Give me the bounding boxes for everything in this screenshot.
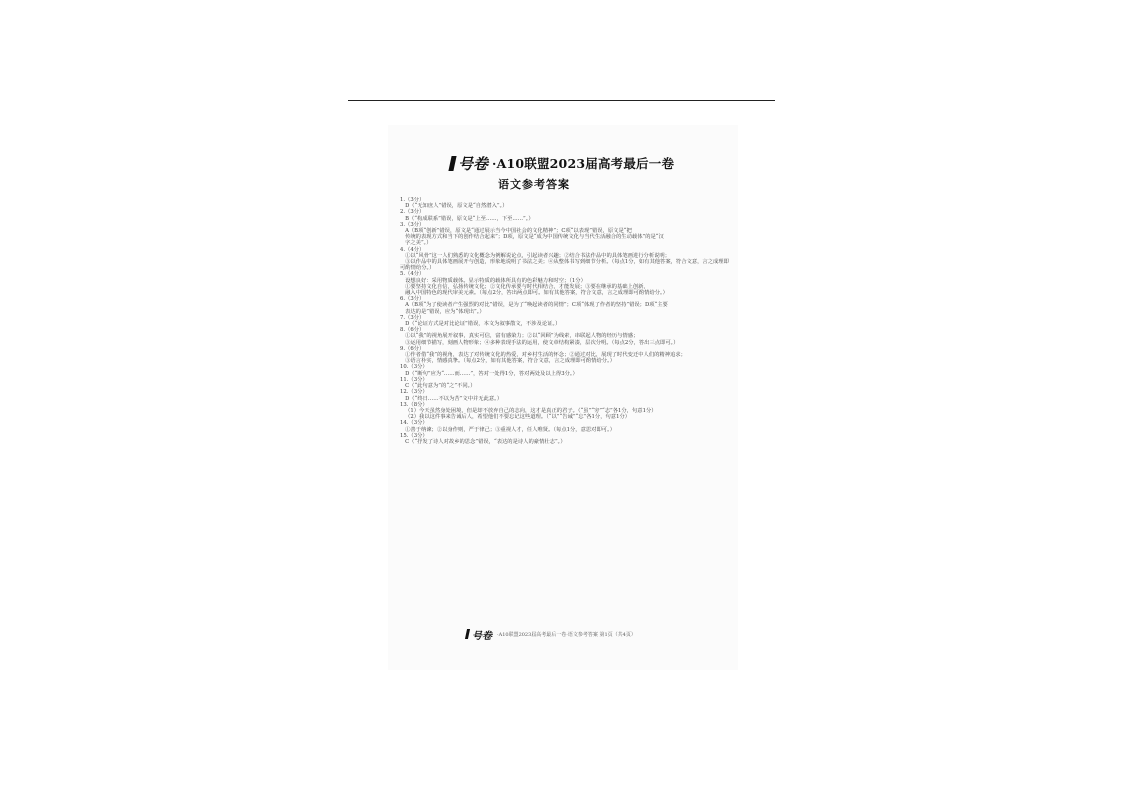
document-header xyxy=(450,153,730,173)
answer-line: D（“无知庶人”错误，原文是“自然潜入”。） xyxy=(400,203,508,210)
top-rule xyxy=(348,100,775,101)
page-footer xyxy=(466,628,726,640)
footer-logo xyxy=(466,627,492,642)
answer-line: A（B项“创新”错误，原文是“通过展示当今中国社会的文化精神”；C项“以表现”错误，原文是“把 xyxy=(400,228,632,235)
answer-line: C（“此句意为”的“之”不同。） xyxy=(400,383,476,390)
answer-line: 15.（3分） xyxy=(400,432,428,439)
answer-line: 14.（3分） xyxy=(400,420,428,427)
answer-line: 1.（3分） xyxy=(400,197,425,203)
answer-line: （1）今天虽然身处困境，但是却不放弃自己的志向，这才是真正的君子。（“虽”“穷”“志”各1分，句意1分） xyxy=(400,407,657,414)
logo-text: 号卷 xyxy=(458,154,489,173)
answer-line: ①以“我”的视角展开叙事，真实可信，富有感染力；②以“回顾”为线索，串联起人物的经历与情感； xyxy=(400,333,639,340)
answer-line: ③以作品中的具体笔画展开与创造，形象地说明了书法之美；④从整体书写到细节分析。（每点1分，如有其他答案，符合文意，言之成理即可酌情给分。） xyxy=(400,259,729,272)
answer-line: ③运用细节描写，刻画人物形象；④多种表现手法的运用，使文章结构紧凑，层次分明。（每点2分，答出三点即可。） xyxy=(400,339,679,346)
answer-line: 表达的是”错误，应为“体现出”。） xyxy=(400,308,485,315)
answer-line: 5.（4分） xyxy=(400,271,425,278)
answer-body xyxy=(400,197,730,622)
logo-slash-icon xyxy=(448,156,456,171)
answer-line: D（“断句”应为“……而……”，答对一处得1分，答对两处及以上得3分。） xyxy=(400,370,578,377)
footer-logo-text: 号卷 xyxy=(472,630,492,642)
answer-line: ①作者借“我”的视角，表达了对传统文化的热爱，对乡村生活的怀念；②通过对比，展现了时代变迁中人们的精神追求； xyxy=(400,352,686,359)
footer-text: ·A10联盟2023届高考最后一卷·语文参考答案 第1页（共4页） xyxy=(497,631,636,638)
answer-line: 7.（3分） xyxy=(400,314,425,321)
document-subtitle: 语文参考答案 xyxy=(498,178,570,191)
answer-line: B（“构成联系”错误，原文是“上至……，下至……”。） xyxy=(400,215,534,222)
answer-line: 12.（3分） xyxy=(400,389,428,396)
footer-logo-slash-icon xyxy=(465,629,470,639)
answer-line: 13.（8分） xyxy=(400,401,428,408)
answer-line: 9.（6分） xyxy=(400,345,425,352)
answer-line: 字之美”。） xyxy=(400,240,432,247)
answer-line: ①以“风骨”这一人们熟悉的文化概念为例解说论点，引起读者兴趣；②结合书法作品中的具体笔画进行分析说明； xyxy=(400,252,671,259)
answer-line: 设想良好：采用物质载体。显示特质的载体所具有的色彩魅力和时空；（1分） xyxy=(400,277,586,284)
brand-logo xyxy=(450,153,488,174)
answer-line: D（“终日……不以为苦”文中并无此意。） xyxy=(400,395,503,402)
answer-line: 4.（4分） xyxy=(400,246,425,253)
answer-line: （2）我以这件事来告诫后人，希望他们不要忘记这些道理。（“以”“告诫”“忘”各1分，句意1分） xyxy=(400,414,631,421)
answer-line: 融入中国特色的现代审美元素。（每点2分，答出两点即可。如有其他答案，符合文意，言之成理即可酌情给分。） xyxy=(400,290,668,297)
document-title: ·A10联盟2023届高考最后一卷 xyxy=(492,156,675,171)
answer-line: D（“论证方式是对比论证”错误，本文为叙事散文，不涉及论证。） xyxy=(400,321,561,328)
answer-line: ①善于纳谏；②以身作则，严于律己；③重视人才，任人唯贤。（每点1分，意思对即可。） xyxy=(400,426,616,433)
answer-line: 11.（3分） xyxy=(400,376,428,383)
answer-line: A（B项“为了使读者产生强烈的对比”错误，是为了“唤起读者的同情”；C项“体现了作者的坚持”错误；D项“主要 xyxy=(400,302,668,309)
answer-line: 传统的表现方式和当下的创作结合起来”；D项，原文是“成为中国传统文化与当代生活融合的生动载体”的是“汉 xyxy=(400,234,664,241)
answer-line: ①要坚持文化自信，弘扬传统文化；②文化传承要与时代相结合，才能发展；③要在继承的基础上创新， xyxy=(400,283,649,290)
answer-line: C（“抒发了诗人对故乡的思念”错误，“表达的是诗人的豪情壮志”。） xyxy=(400,438,566,445)
answer-line: 10.（3分） xyxy=(400,364,428,371)
answer-line: ③语言朴实，情感真挚。（每点2分，如有其他答案，符合文意，言之成理即可酌情给分。） xyxy=(400,358,616,365)
answer-line: 8.（6分） xyxy=(400,327,425,334)
answer-line: 2.（3分） xyxy=(400,209,425,216)
document-page xyxy=(388,125,738,670)
answer-line: 3.（3分） xyxy=(400,221,425,228)
answer-line: 6.（3分） xyxy=(400,296,425,303)
